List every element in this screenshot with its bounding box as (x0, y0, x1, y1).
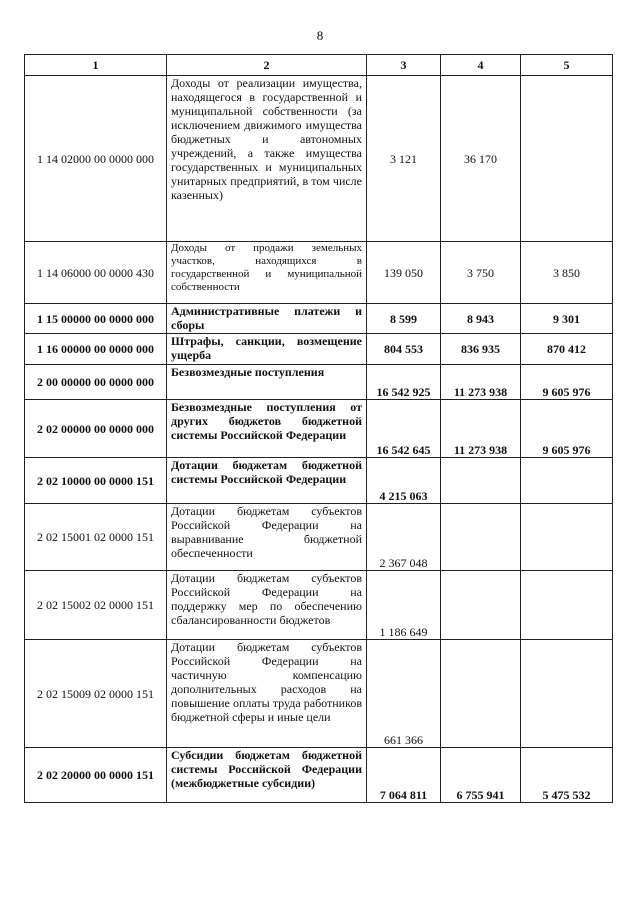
table-row (25, 304, 613, 334)
income-description: Административные платежи и сборы (167, 304, 367, 334)
income-description: Субсидии бюджетам бюджетной системы Российской Федерации (межбюджетные субсидии) (167, 748, 367, 803)
income-description: Дотации бюджетам субъектов Российской Федерации на поддержку мер по обеспечению сбалансированности бюджетов (167, 571, 367, 640)
value-col3: 3 121 (367, 76, 441, 242)
value-col5: 5 475 532 (521, 748, 613, 803)
value-col4: 36 170 (441, 76, 521, 242)
budget-code: 2 02 20000 00 0000 151 (25, 748, 167, 803)
table-row (25, 640, 613, 748)
value-col5 (521, 571, 613, 640)
value-col5: 9 605 976 (521, 400, 613, 458)
table-row (25, 242, 613, 304)
budget-code: 2 02 15001 02 0000 151 (25, 504, 167, 571)
column-header-2: 2 (167, 55, 367, 76)
value-col5 (521, 640, 613, 748)
value-col3: 661 366 (367, 640, 441, 748)
income-description: Безвозмездные поступления от других бюджетов бюджетной системы Российской Федерации (167, 400, 367, 458)
income-description: Штрафы, санкции, возмещение ущерба (167, 334, 367, 365)
budget-code: 1 15 00000 00 0000 000 (25, 304, 167, 334)
value-col5 (521, 504, 613, 571)
column-header-3: 3 (367, 55, 441, 76)
table-row (25, 76, 613, 242)
value-col5 (521, 76, 613, 242)
value-col4 (441, 640, 521, 748)
income-description: Доходы от реализации имущества, находящегося в государственной и муниципальной собственности (за исключением движимого имущества бюджетных и автономных учреждений, а также имущества государственных и муниципальных унитарных предприятий, в том числе казенных) (167, 76, 367, 242)
value-col3: 16 542 645 (367, 400, 441, 458)
income-description: Дотации бюджетам субъектов Российской Федерации на выравнивание бюджетной обеспеченности (167, 504, 367, 571)
budget-code: 2 02 00000 00 0000 000 (25, 400, 167, 458)
value-col5: 9 301 (521, 304, 613, 334)
income-description: Дотации бюджетам бюджетной системы Российской Федерации (167, 458, 367, 504)
value-col5 (521, 458, 613, 504)
column-header-1: 1 (25, 55, 167, 76)
budget-code: 1 16 00000 00 0000 000 (25, 334, 167, 365)
income-description: Безвозмездные поступления (167, 365, 367, 400)
value-col5: 9 605 976 (521, 365, 613, 400)
value-col3: 4 215 063 (367, 458, 441, 504)
value-col3: 7 064 811 (367, 748, 441, 803)
page-number: 8 (316, 28, 324, 43)
income-description: Дотации бюджетам субъектов Российской Федерации на частичную компенсацию дополнительных расходов на повышение оплаты труда работников бюджетной сферы и иные цели (167, 640, 367, 748)
table-row (25, 400, 613, 458)
budget-code: 1 14 02000 00 0000 000 (25, 76, 167, 242)
value-col4: 836 935 (441, 334, 521, 365)
table-header-row (25, 55, 613, 76)
value-col4 (441, 458, 521, 504)
table-row (25, 458, 613, 504)
value-col5: 870 412 (521, 334, 613, 365)
value-col5: 3 850 (521, 242, 613, 304)
value-col4: 8 943 (441, 304, 521, 334)
table-row (25, 571, 613, 640)
budget-code: 1 14 06000 00 0000 430 (25, 242, 167, 304)
value-col4: 11 273 938 (441, 365, 521, 400)
budget-code: 2 02 15002 02 0000 151 (25, 571, 167, 640)
value-col3: 1 186 649 (367, 571, 441, 640)
value-col3: 2 367 048 (367, 504, 441, 571)
budget-code: 2 02 10000 00 0000 151 (25, 458, 167, 504)
column-header-4: 4 (441, 55, 521, 76)
value-col4 (441, 571, 521, 640)
value-col4 (441, 504, 521, 571)
value-col4: 11 273 938 (441, 400, 521, 458)
income-description: Доходы от продажи земельных участков, находящихся в государственной и муниципальной собственности (167, 242, 367, 304)
value-col4: 3 750 (441, 242, 521, 304)
value-col3: 16 542 925 (367, 365, 441, 400)
value-col4: 6 755 941 (441, 748, 521, 803)
budget-revenue-table (24, 54, 613, 803)
value-col3: 8 599 (367, 304, 441, 334)
table-row (25, 748, 613, 803)
table-row (25, 504, 613, 571)
table-row (25, 365, 613, 400)
table-row (25, 334, 613, 365)
budget-code: 2 02 15009 02 0000 151 (25, 640, 167, 748)
value-col3: 804 553 (367, 334, 441, 365)
column-header-5: 5 (521, 55, 613, 76)
budget-code: 2 00 00000 00 0000 000 (25, 365, 167, 400)
value-col3: 139 050 (367, 242, 441, 304)
